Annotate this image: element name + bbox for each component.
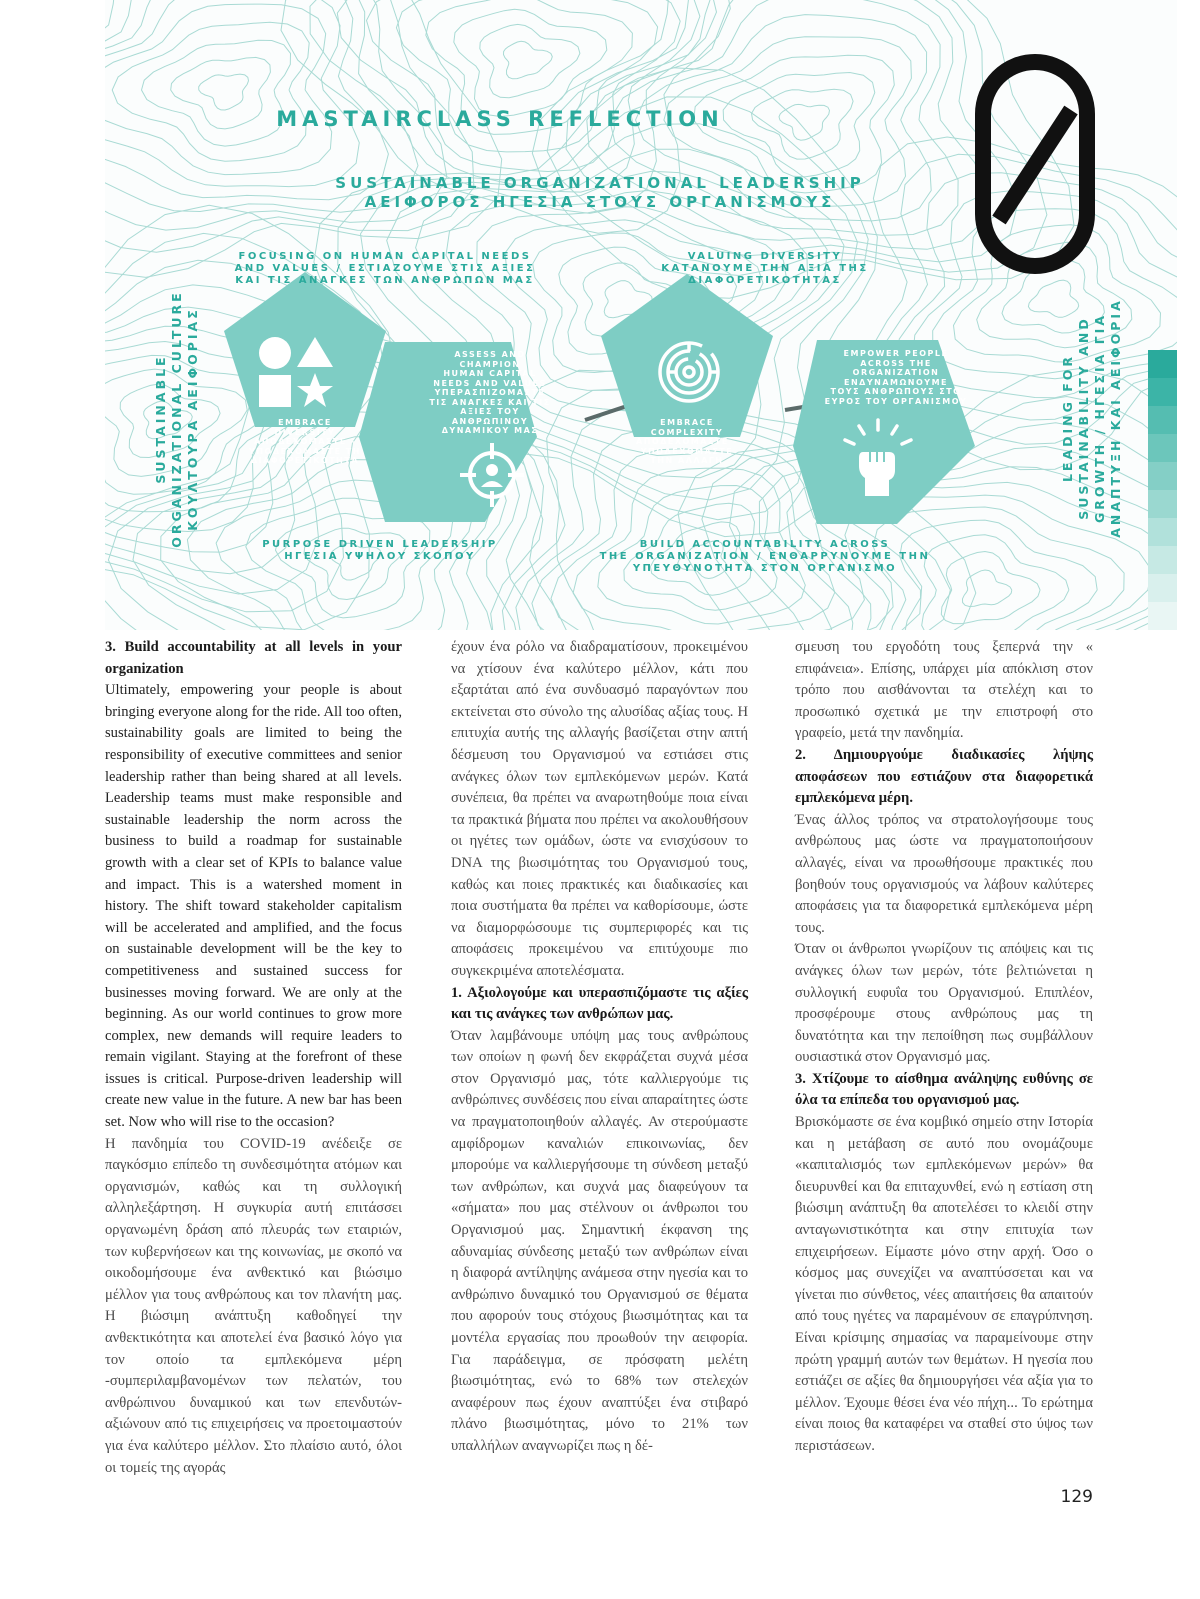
section-heading: 1. Αξιολογούμε και υπερασπιζόμαστε τις αξίες και τις ανάγκες των ανθρώπων μας. bbox=[451, 984, 748, 1023]
greek-body: Η πανδημία του COVID-19 ανέδειξε σε παγκόσμιο επίπεδο τη συνδεσιμότητα ατόμων και οργανισμών, καθώς και τη συλλογική αλληλεξάρτηση. Η συγκυρία αυτή επιτάσσει οργανωμένη δράση από πλευράς των εταιριών, των κυβερνήσεων και της κοινωνίας, με σκοπό να οικοδομήσουμε ένα ανθεκτικό και βιώσιμο μέλλον για τους ανθρώπους και τον πλανήτη μας. Η βιώσιμη ανάπτυξη καθοδηγεί την ανθεκτικότητα και αποτελεί ένα βασικό λόγο για τον οποίο τα εμπλεκόμενα μέρη -συμπεριλαμβανομένων των πελατών, του ανθρώπινου δυναμικού και των επενδυτών- αξιώνουν από τις επιχειρήσεις να προετοιμαστούν για ένα καλύτερο μέλλον. Στο πλαίσιο αυτό, όλοι οι τομείς της αγοράς bbox=[105, 1135, 402, 1476]
infographic-panel bbox=[105, 0, 1177, 630]
paragraph: Όταν οι άνθρωποι γνωρίζουν τις απόψεις και τις ανάγκες όλων των μερών, τότε βελτιώνεται η συλλογική ευφυΐα του Οργανισμού. Επιπλέον, προσφέρουμε στους ανθρώπους μας τη δυνατότητα και την πεποίθηση πως συμβάλλουν ουσιαστικά στον Οργανισμό μας. bbox=[795, 941, 1093, 1066]
label-leading-for-sustainability-vertical: LEADING FOR SUSTAINABILITY AND GROWTH / ΗΓΕΣΙΑ ΓΙΑ ΑΝΑΠΤΥΞΗ ΚΑΙ ΑΕΙΦΟΡΙΑ bbox=[1060, 298, 1123, 538]
section-heading: 3. Build accountability at all levels in your organization bbox=[105, 639, 402, 677]
paragraph: Βρισκόμαστε σε ένα κομβικό σημείο στην Ιστορία και η μετάβαση σε αυτό που ονομάζουμε «καπιταλισμός των εμπλεκόμενων μερών» θα διευρυνθεί και θα επιταχυνθεί, ενώ η εστίαση στη βιώσιμη ανάπτυξη θα αποτελέσει το κλειδί στην ανταγωνιστικότητα και στην επιτυχία των επιχειρήσεων. Είμαστε μόνο στην αρχή. Όσο ο κόσμος μας συνεχίζει να αναπτύσσεται και να γίνεται πιο σύνθετος, νέες απαιτήσεις θα απαιτούν από τους ηγέτες να παραμένουν σε επαγρύπνηση. Είναι κρίσιμης σημασίας να παραμείνουμε στην πρώτη γραμμή αυτών των θεμάτων. Η ηγεσία που εστιάζει σε αξίες θα δημιουργήσει νέα αξία για το μέλλον. Έχουμε θέσει ένα νέο πήχη... Το ερώτημα είναι ποιος θα καταφέρει να σταθεί στο ύψος των περιστάσεων. bbox=[795, 1114, 1093, 1454]
label-focusing-human-capital: FOCUSING ON HUMAN CAPITAL NEEDS AND VALUES / ΕΣΤΙΑΖΟΥΜΕ ΣΤΙΣ ΑΞΙΕΣ ΚΑΙ ΤΙΣ ΑΝΑΓΚΕΣ ΤΩΝ ΑΝΘΡΩΠΩΝ ΜΑΣ bbox=[234, 251, 536, 286]
text-column-2 bbox=[451, 637, 748, 1458]
big-zero-glyph bbox=[971, 52, 1101, 278]
paragraph: Όταν λαμβάνουμε υπόψη μας τους ανθρώπους των οποίων η φωνή δεν εκφράζεται συχνά μέσα στον Οργανισμό μας, τότε καλλιεργούμε τις ανθρώπινες συνδέσεις που είναι απαραίτητες ώστε να πραγματοποιηθούν αλλαγές. Αν στερούμαστε αμφίδρομων καναλιών επικοινωνίας, δεν μπορούμε να καλλιεργήσουμε τη σύνδεση μεταξύ των ανθρώπων, και συχνά μας διαφεύγουν τα «σήματα» που μας στέλνουν οι άνθρωποι του Οργανισμού μας. Σημαντική έκφανση της αδυναμίας σύνδεσης μεταξύ των ανθρώπων είναι η διαφορά αντίληψης ανάμεσα στην ηγεσία και το ανθρώπινο δυναμικό του Οργανισμού σε θέματα που αφορούν τους στόχους βιωσιμότητας και τα μοντέλα εργασίας που προωθούν την αειφορία. Για παράδειγμα, σε πρόσφατη μελέτη βιωσιμότητας, ενώ το 68% των στελεχών αναφέρουν πως έχουν αναπτύξει ένα στιβαρό πλάνο βιωσιμότητας, μόνο το 21% των υπαλλήλων αναγνωρίζει πως η δέ- bbox=[451, 1027, 748, 1454]
text-column-1 bbox=[105, 637, 402, 1479]
english-body: Ultimately, empowering your people is about bringing everyone along for the ride. All too often, sustainability goals are limited to being the responsibility of executive committees and senior leadership rather than being shared at all levels. Leadership teams must make responsible and sustainable leadership the norm across the business to build a roadmap for sustainable growth with a clear set of KPIs to balance value and impact. This is a watershed moment in history. The shift toward stakeholder capitalism will be accelerated and amplified, and the focus on sustainable development will be the key to competitiveness and sustained success for businesses moving forward. We are only at the beginning. As our world continues to grow more complex, new demands will require leaders to remain vigilant. Staying at the forefront of these issues is critical. Purpose-driven leadership will create new value in the future. A new bar has been set. Now who will rise to the occasion? bbox=[105, 682, 402, 1131]
text-column-3 bbox=[795, 637, 1093, 1458]
pentagon-text-assess-champion: ASSESS AND CHAMPION HUMAN CAPITAL NEEDS AND VALUES ΥΠΕΡΑΣΠΙΖΟΜΑΣΤΕ ΤΙΣ ΑΝΑΓΚΕΣ ΚΑΙ ΤΙΣ ΑΞΙΕΣ ΤΟΥ ΑΝΘΡΩΠΙΝΟΥ ΔΥΝΑΜΙΚΟΥ ΜΑΣ bbox=[429, 350, 551, 435]
paragraph: σμευση του εργοδότη τους ξεπερνά την « επιφάνεια». Επίσης, υπάρχει μία απόκλιση στον τρόπο που αισθάνονται τα στελέχη και το προσωπικό σχετικά με την επιστροφή στο γραφείο, μετά την πανδημία. bbox=[795, 639, 1093, 742]
paragraph: έχουν ένα ρόλο να διαδραματίσουν, προκειμένου να χτίσουν ένα καλύτερο μέλλον, κάτι που εξαρτάται από ένα συνδυασμό παραγόντων που εκτείνεται στο σύνολο της αλυσίδας αξίας τους. Η επιτυχία αυτής της αλλαγής βασίζεται στην απτή δέσμευση του Οργανισμού να εστιάσει στις ανάγκες όλων των εμπλεκόμενων μερών. Κατά συνέπεια, θα πρέπει να αναρωτηθούμε ποια είναι τα πρακτικά βήματα που πρέπει να ακολουθήσουν οι ηγέτες των ομάδων, ώστε να ενισχύσουν το DNA της βιωσιμότητας του Οργανισμού τους, καθώς και ποιες πρακτικές και διαδικασίες και ποια συστήματα θα πρέπει να καθορίσουμε, ώστε να διαμορφώσουμε τις συμπεριφορές και τις αποφάσεις προκειμένου να επιτύχουμε πιο συγκεκριμένα αποτελέσματα. bbox=[451, 639, 748, 979]
masterclass-title: MASTAIRCLASS REFLECTION bbox=[276, 107, 724, 131]
section-heading: 3. Χτίζουμε το αίσθημα ανάληψης ευθύνης σε όλα τα επίπεδα του οργανισμού μας. bbox=[795, 1070, 1093, 1109]
section-heading: 2. Δημιουργούμε διαδικασίες λήψης αποφάσεων που εστιάζουν στα διαφορετικά εμπλεκόμενα μέρη. bbox=[795, 746, 1093, 807]
label-valuing-diversity: VALUING DIVERSITY ΚΑΤΑΝΟΥΜΕ ΤΗΝ ΑΞΙΑ ΤΗΣ ΔΙΑΦΟΡΕΤΙΚΟΤΗΤΑΣ bbox=[661, 251, 869, 286]
shapes-icon bbox=[255, 335, 337, 410]
pentagon-text-empower-people: EMPOWER PEOPLE ACROSS THE ORGANIZATION ΕΝΔΥΝΑΜΩΝΟΥΜΕ ΤΟΥΣ ΑΝΘΡΩΠΟΥΣ ΣΤΟ ΕΥΡΟΣ ΤΟΥ ΟΡΓΑΝΙΣΜΟΥ bbox=[824, 349, 968, 406]
label-build-accountability: BUILD ACCOUNTABILITY ACROSS THE ORGANIZATION / ΕΝΘΑΡΡΥΝΟΥΜΕ ΤΗΝ ΥΠΕΥΘΥΝΟΤΗΤΑ ΣΤΟΝ ΟΡΓΑΝΙΣΜΟ bbox=[599, 539, 931, 574]
page-number: 129 bbox=[1060, 1487, 1093, 1507]
target-person-icon bbox=[460, 443, 524, 507]
maze-icon bbox=[657, 340, 721, 404]
raised-fist-icon bbox=[843, 418, 913, 498]
paragraph: Ένας άλλος τρόπος να στρατολογήσουμε τους ανθρώπους μας ώστε να πραγματοποιήσουν αλλαγές, είναι να προωθήσουμε πρακτικές που βοηθούν τους οργανισμούς να λάβουν καλύτερες αποφάσεις για τα διαφορετικά εμπλεκόμενα μέρη τους. bbox=[795, 811, 1093, 936]
pentagon-text-embrace-complexity: EMBRACE COMPLEXITY ΑΠΟΔΕΧΟΜΑΣΤΕ - ΥΠΟΔΕΧΟΜΑΣΤΕ ΤΗΝ ΑΛΛΑΓΗ bbox=[636, 418, 738, 465]
label-sustainable-culture-vertical: SUSTAINABLE ORGANIZATIONAL CULTURE ΚΟΥΛΤΟΥΡΑ ΑΕΙΦΟΡΙΑΣ bbox=[153, 290, 200, 548]
label-purpose-driven-leadership: PURPOSE DRIVEN LEADERSHIP ΗΓΕΣΙΑ ΥΨΗΛΟΥ ΣΚΟΠΟΥ bbox=[262, 539, 498, 562]
pentagon-text-embrace-diversity: EMBRACE DIVERSITY ΑΠΟΔΕΧΟΜΑΣΤΕ - ΥΠΟΔΕΧΟΜΑΣΤΕ ΤΗ ΔΙΑΦΟΡΕΤΙΚΟΤΗΤΑ bbox=[249, 418, 361, 465]
section-subtitle: SUSTAINABLE ORGANIZATIONAL LEADERSHIP ΑΕΙΦΟΡΟΣ ΗΓΕΣΙΑ ΣΤΟΥΣ ΟΡΓΑΝΙΣΜΟΥΣ bbox=[335, 174, 865, 211]
